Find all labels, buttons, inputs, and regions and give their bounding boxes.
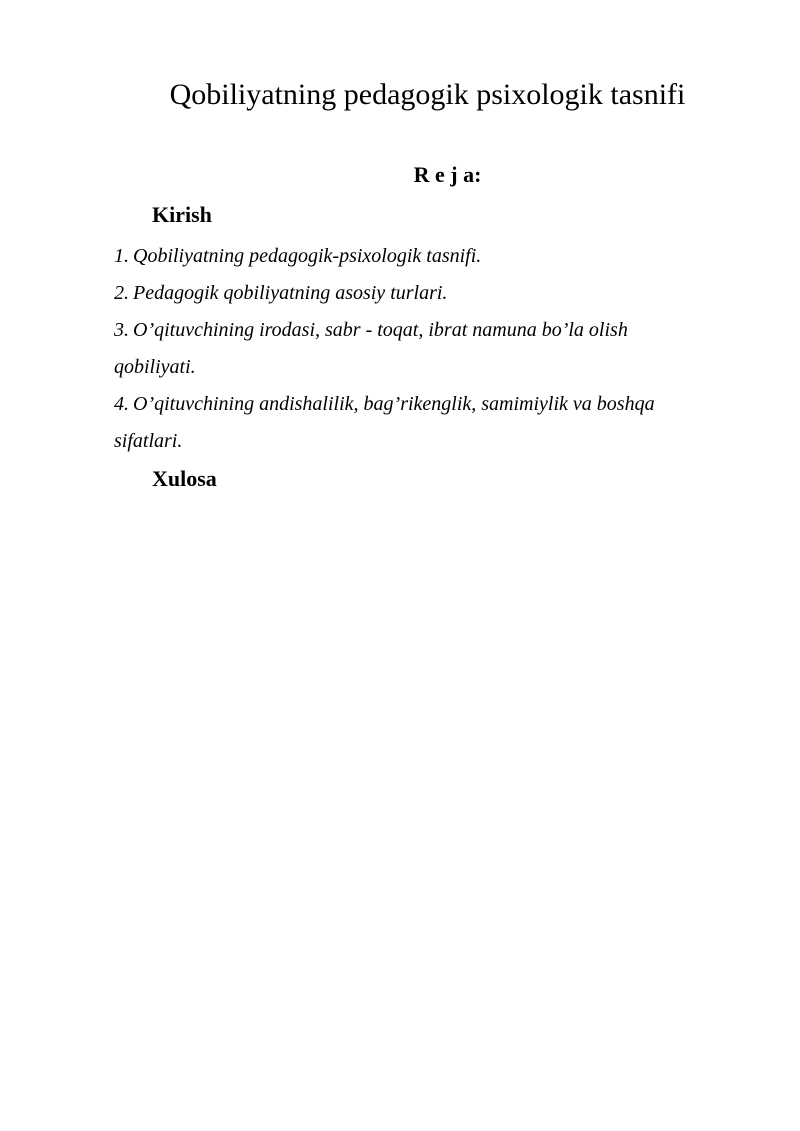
plan-list xyxy=(114,238,714,460)
plan-item-text: Pedagogik qobiliyatning asosiy turlari. xyxy=(133,282,448,304)
plan-item xyxy=(114,275,714,312)
plan-heading: R e j a: xyxy=(413,162,482,187)
plan-item xyxy=(114,238,714,275)
page-title: Qobiliyatning pedagogik psixologik tasnifi xyxy=(169,78,686,111)
plan-item-number: 2. xyxy=(114,282,129,304)
plan-item-number: 4. xyxy=(114,393,129,415)
plan-item-text: O’qituvchining irodasi, sabr - toqat, ibrat namuna bo’la olish qobiliyati. xyxy=(114,319,628,378)
plan-item-number: 3. xyxy=(114,319,129,341)
intro-heading: Kirish xyxy=(152,202,212,227)
plan-item xyxy=(114,312,714,386)
plan-item-number: 1. xyxy=(114,245,129,267)
plan-item xyxy=(114,386,714,460)
plan-item-text: Qobiliyatning pedagogik-psixologik tasnifi. xyxy=(133,245,482,267)
conclusion-heading: Xulosa xyxy=(152,466,217,491)
plan-item-text: O’qituvchining andishalilik, bag’rikenglik, samimiylik va boshqa sifatlari. xyxy=(114,393,655,452)
